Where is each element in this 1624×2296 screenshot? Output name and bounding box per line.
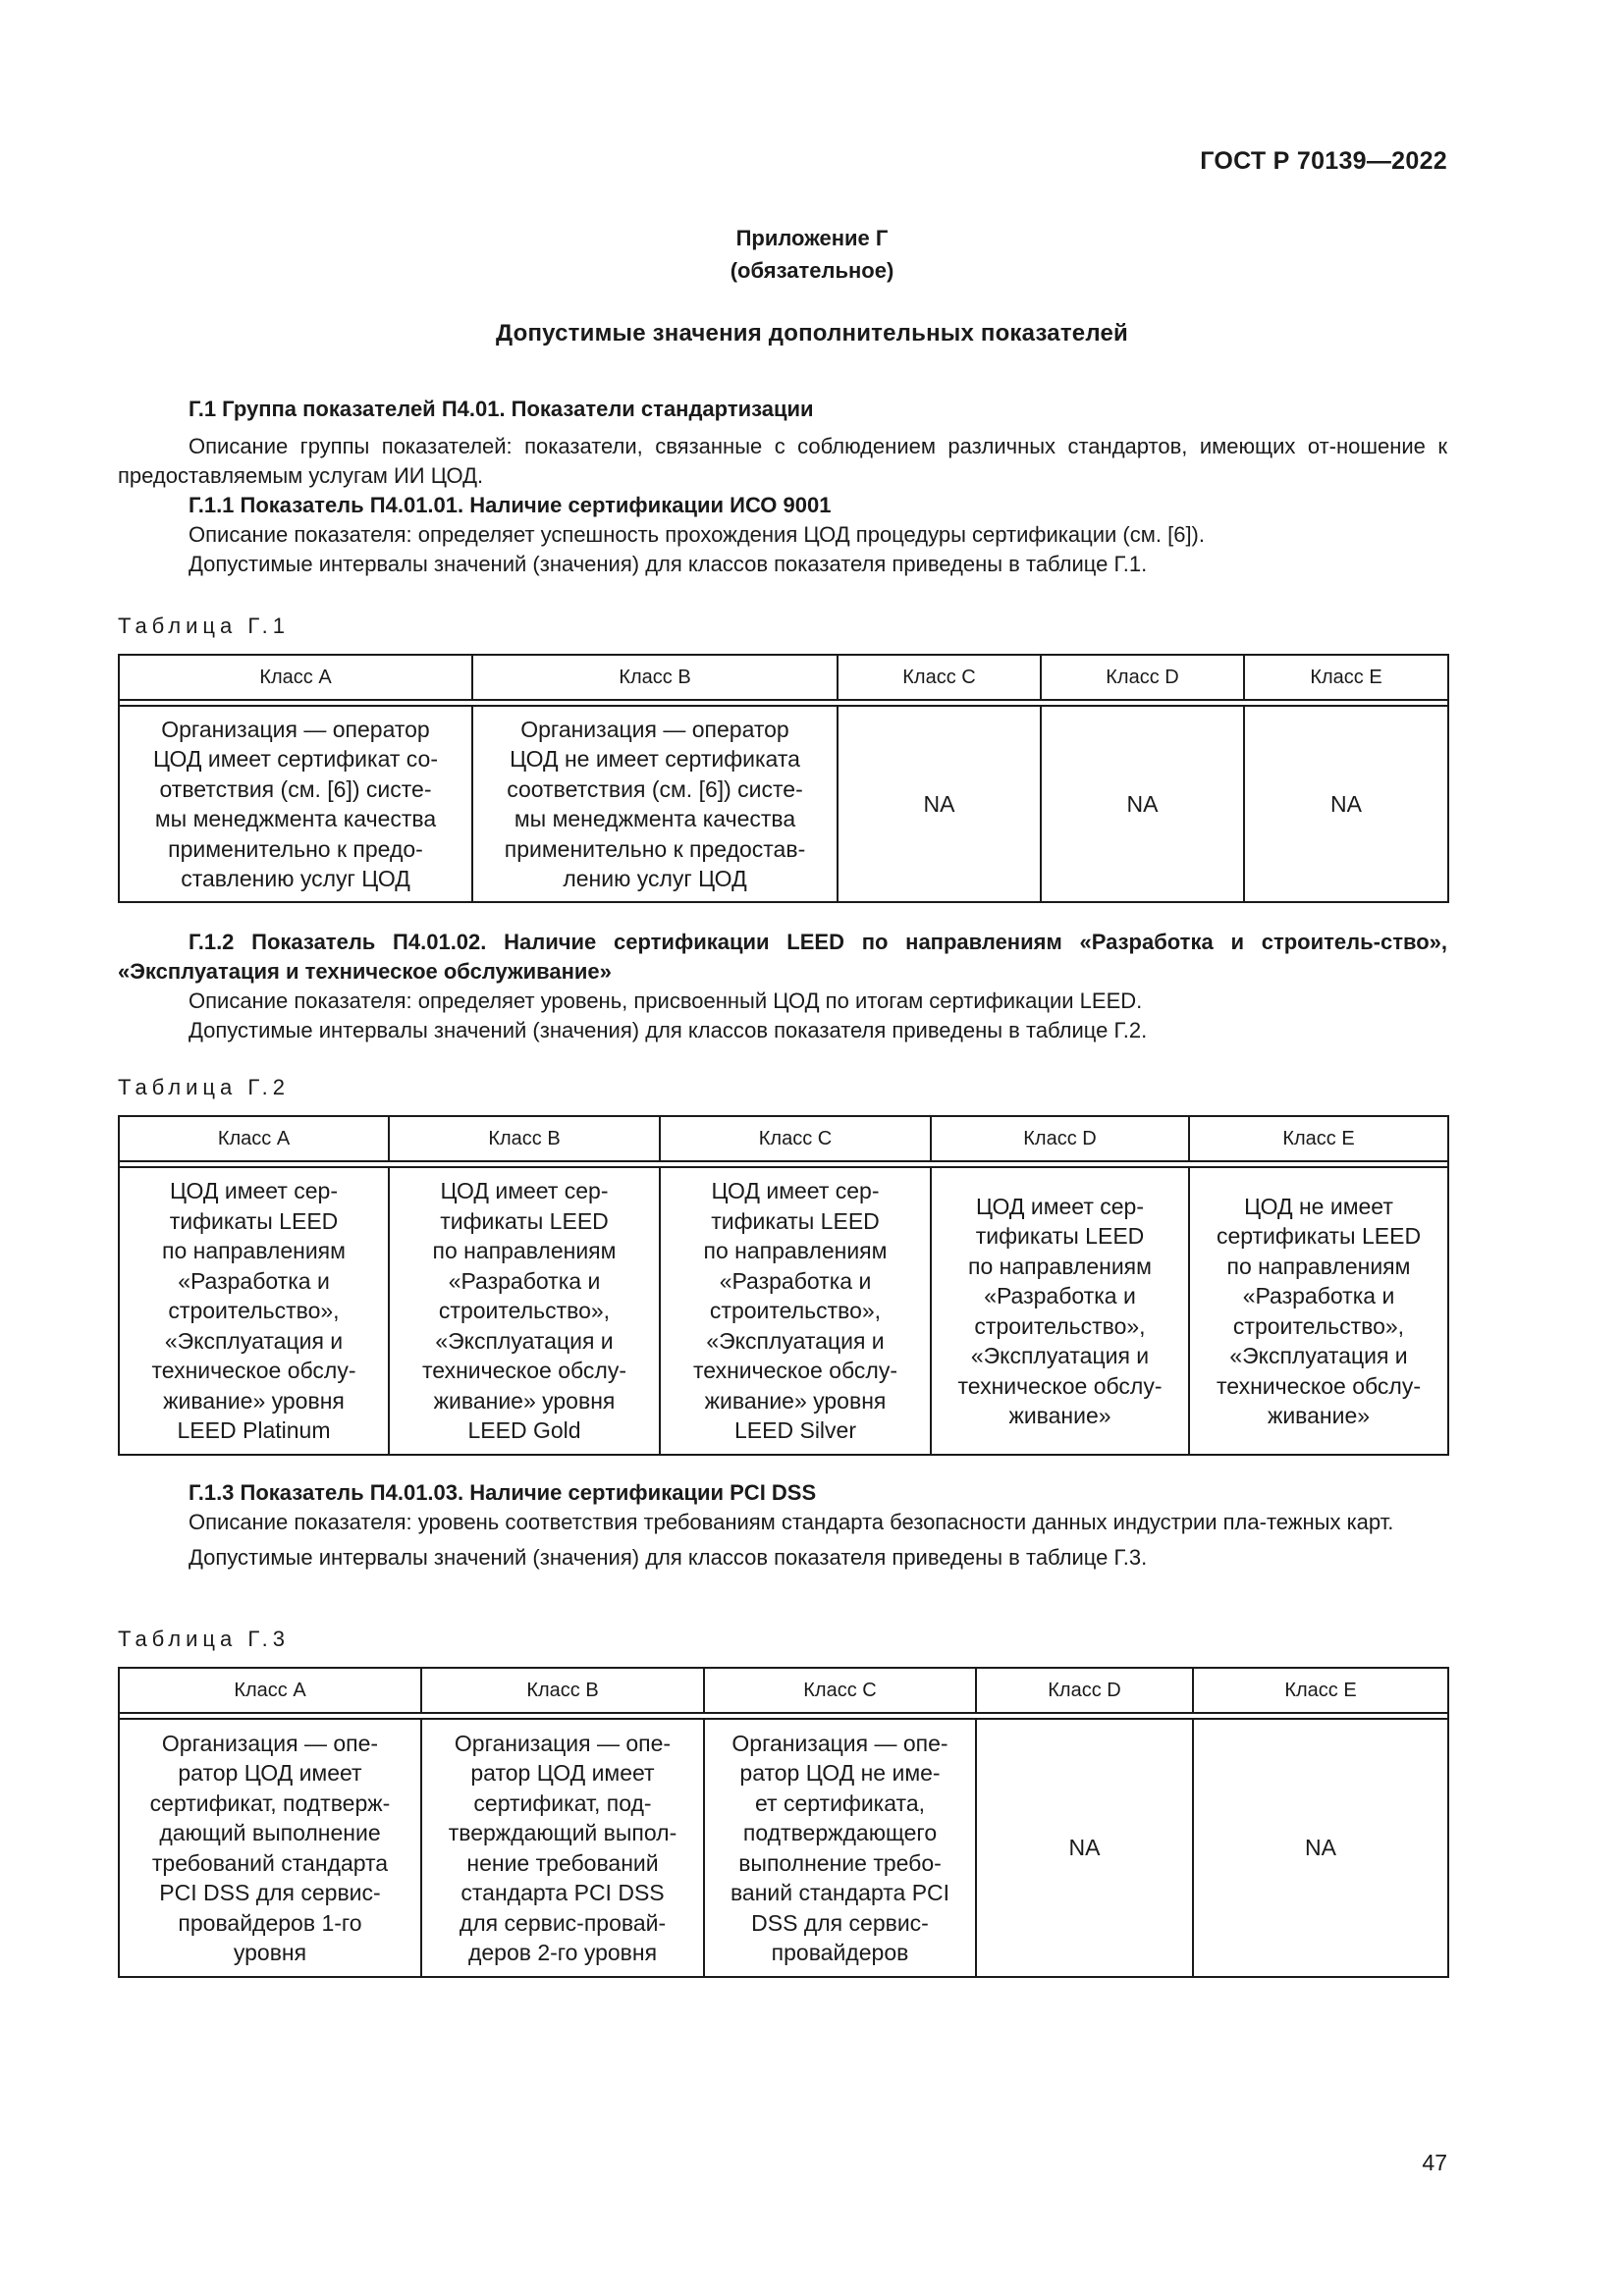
table-g1-header-cell: Класс A bbox=[119, 655, 472, 700]
table-g2-cell: ЦОД имеет сер- тификаты LEED по направлениям «Разработка и строительство», «Эксплуатация и техническое обслу- живание» уровня LEED Silver bbox=[660, 1167, 931, 1455]
table-g3-caption: Таблица Г.3 bbox=[118, 1627, 290, 1651]
table-g3-header-cell: Класс D bbox=[976, 1668, 1193, 1713]
page-number: 47 bbox=[1422, 2150, 1447, 2175]
table-g1-header-cell: Класс D bbox=[1041, 655, 1244, 700]
section-g11-intervals: Допустимые интервалы значений (значения) для классов показателя приведены в таблице Г.1. bbox=[189, 552, 1148, 576]
table-g2-header-cell: Класс D bbox=[931, 1116, 1189, 1161]
table-g1-cell: Организация — оператор ЦОД имеет сертификат со- ответствия (см. [6]) систе- мы менеджмента качества применительно к предо- ставлению услуг ЦОД bbox=[119, 706, 472, 902]
section-g1-heading: Г.1 Группа показателей П4.01. Показатели стандартизации bbox=[189, 397, 814, 421]
table-g3-cell: Организация — опе- ратор ЦОД имеет сертификат, подтверж- дающий выполнение требований стандарта PCI DSS для сервис- провайдеров 1-го уровня bbox=[119, 1719, 421, 1977]
table-g2-header-cell: Класс E bbox=[1189, 1116, 1448, 1161]
table-g3 bbox=[118, 1667, 1449, 1978]
table-g2-cell: ЦОД не имеет сертификаты LEED по направлениям «Разработка и строительство», «Эксплуатация и техническое обслу- живание» bbox=[1189, 1167, 1448, 1455]
appendix-status: (обязательное) bbox=[730, 258, 894, 283]
section-g13-description: Описание показателя: уровень соответствия требованиям стандарта безопасности данных индустрии пла-тежных карт. bbox=[189, 1510, 1394, 1534]
table-g1 bbox=[118, 654, 1449, 903]
document-code: ГОСТ Р 70139—2022 bbox=[1200, 147, 1447, 175]
section-g12-description: Описание показателя: определяет уровень, присвоенный ЦОД по итогам сертификации LEED. bbox=[189, 988, 1143, 1013]
table-g3-header-cell: Класс A bbox=[119, 1668, 421, 1713]
section-g1 bbox=[118, 395, 1447, 579]
section-g13-heading: Г.1.3 Показатель П4.01.03. Наличие сертификации PCI DSS bbox=[189, 1480, 817, 1505]
section-g11-heading: Г.1.1 Показатель П4.01.01. Наличие сертификации ИСО 9001 bbox=[189, 493, 832, 517]
table-g1-cell: NA bbox=[1041, 706, 1244, 902]
table-g2-cell: ЦОД имеет сер- тификаты LEED по направлениям «Разработка и строительство», «Эксплуатация и техническое обслу- живание» уровня LEED Platinum bbox=[119, 1167, 389, 1455]
table-g1-header-cell: Класс E bbox=[1244, 655, 1448, 700]
table-g2-cell: ЦОД имеет сер- тификаты LEED по направлениям «Разработка и строительство», «Эксплуатация и техническое обслу- живание» bbox=[931, 1167, 1189, 1455]
table-g2-header-cell: Класс C bbox=[660, 1116, 931, 1161]
table-g1-cell: NA bbox=[838, 706, 1041, 902]
table-g3-header-cell: Класс E bbox=[1193, 1668, 1448, 1713]
table-g3-cell: NA bbox=[976, 1719, 1193, 1977]
table-g1-header-cell: Класс C bbox=[838, 655, 1041, 700]
table-g3-header-cell: Класс B bbox=[421, 1668, 704, 1713]
table-g3-cell: Организация — опе- ратор ЦОД не име- ет сертификата, подтверждающего выполнение требо- ваний стандарта PCI DSS для сервис- провайдеров bbox=[704, 1719, 976, 1977]
table-g2-header-cell: Класс B bbox=[389, 1116, 660, 1161]
table-g1-header-cell: Класс B bbox=[472, 655, 838, 700]
section-g1-description: Описание группы показателей: показатели, связанные с соблюдением различных стандартов, имеющих от-ношение к предоставляемым услугам ИИ ЦОД. bbox=[118, 434, 1447, 488]
table-g3-cell: NA bbox=[1193, 1719, 1448, 1977]
section-g12 bbox=[118, 928, 1447, 1045]
section-g13-intervals: Допустимые интервалы значений (значения) для классов показателя приведены в таблице Г.3. bbox=[189, 1545, 1148, 1570]
section-g11-description: Описание показателя: определяет успешность прохождения ЦОД процедуры сертификации (см. [6]). bbox=[189, 522, 1205, 547]
section-g13 bbox=[118, 1478, 1447, 1573]
section-g12-intervals: Допустимые интервалы значений (значения) для классов показателя приведены в таблице Г.2. bbox=[189, 1018, 1148, 1042]
table-g3-cell: Организация — опе- ратор ЦОД имеет сертификат, под- тверждающий выпол- нение требований стандарта PCI DSS для сервис-провай- деров 2-го уровня bbox=[421, 1719, 704, 1977]
table-g2 bbox=[118, 1115, 1449, 1456]
table-g3-header-cell: Класс C bbox=[704, 1668, 976, 1713]
table-g1-cell: Организация — оператор ЦОД не имеет сертификата соответствия (см. [6]) систе- мы менеджмента качества применительно к предостав- лению услуг ЦОД bbox=[472, 706, 838, 902]
table-g1-cell: NA bbox=[1244, 706, 1448, 902]
table-g2-caption: Таблица Г.2 bbox=[118, 1075, 290, 1099]
section-g12-heading: Г.1.2 Показатель П4.01.02. Наличие сертификации LEED по направлениям «Разработка и строитель-ство», «Эксплуатация и техническое обслуживание» bbox=[118, 930, 1447, 984]
table-g2-header-cell: Класс A bbox=[119, 1116, 389, 1161]
table-g1-caption: Таблица Г.1 bbox=[118, 614, 290, 638]
main-title: Допустимые значения дополнительных показателей bbox=[496, 320, 1128, 347]
table-g2-cell: ЦОД имеет сер- тификаты LEED по направлениям «Разработка и строительство», «Эксплуатация и техническое обслу- живание» уровня LEED Gold bbox=[389, 1167, 660, 1455]
appendix-title: Приложение Г bbox=[735, 226, 889, 250]
